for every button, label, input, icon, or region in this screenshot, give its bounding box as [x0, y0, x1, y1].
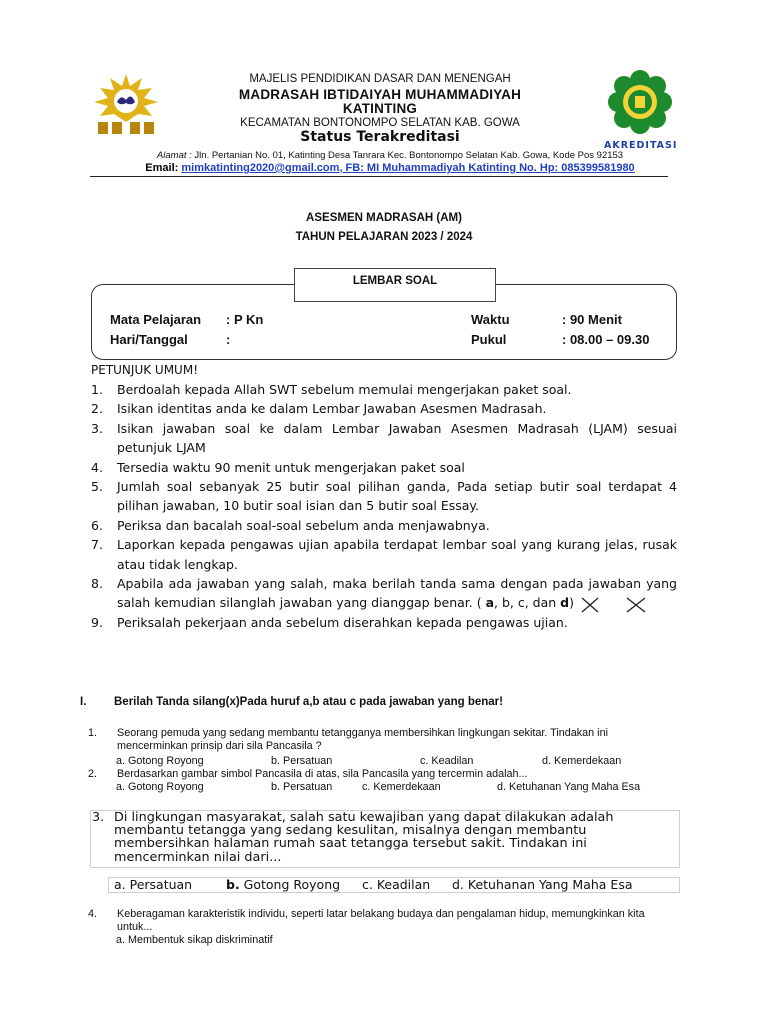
address-text: Jln. Pertanian No. 01, Katinting Desa Tanrara Kec. Bontonompo Selatan Kab. Gowa, Kode Pos 92153 — [191, 150, 624, 161]
school-name: MADRASAH IBTIDAIYAH MUHAMMADIYAH — [238, 87, 522, 102]
item-number: 2. — [91, 401, 103, 417]
item-number: 6. — [91, 517, 103, 533]
item-text: Periksa dan bacalah soal-soal sebelum anda menjawabnya. — [117, 517, 490, 533]
header-district: KECAMATAN BONTONOMPO SELATAN KAB. GOWA — [240, 117, 520, 129]
option-b[interactable]: b. Persatuan — [271, 781, 333, 793]
question-number: 4. — [88, 908, 98, 920]
waktu-label: Waktu — [471, 312, 510, 327]
item-number: 7. — [91, 537, 103, 553]
mapel-label: Mata Pelajaran — [110, 312, 202, 327]
list-item — [91, 458, 677, 477]
question-number: 2. — [88, 768, 98, 780]
school-address — [80, 150, 700, 161]
option-c[interactable]: c. Keadilan — [420, 755, 474, 767]
mapel-value: : P Kn — [226, 312, 264, 327]
list-item — [91, 477, 677, 516]
madrasah-emblem-icon — [602, 70, 678, 136]
item-text-part: ) — [569, 595, 574, 611]
option-b-letter: b. — [226, 877, 240, 892]
email-link[interactable]: mimkatinting2020@gmail.com — [181, 162, 340, 174]
option-c[interactable]: c. Kemerdekaan — [362, 781, 441, 793]
exam-title: ASESMEN MADRASAH (AM) — [306, 212, 462, 224]
option-b-text: Gotong Royong — [239, 877, 341, 892]
question-1-options — [0, 755, 768, 769]
waktu-value: : 90 Menit — [562, 312, 622, 327]
email-label: Email: — [145, 162, 182, 174]
question-text: Seorang pemuda yang sedang membantu tetangganya membersihkan lingkungan sekitar. Tindakan ini mencerminkan prinsip dari sila Pancasila ? — [117, 727, 608, 752]
option-d[interactable]: d. Ketuhanan Yang Maha Esa — [497, 781, 641, 793]
item-number: 9. — [91, 614, 103, 630]
option-d[interactable]: d. Ketuhanan Yang Maha Esa — [452, 877, 633, 892]
header-line-1: MAJELIS PENDIDIKAN DASAR DAN MENENGAH — [249, 73, 511, 85]
question-text: Berdasarkan gambar simbol Pancasila di atas, sila Pancasila yang tercermin adalah... — [117, 768, 528, 780]
cross-mark-icon — [580, 596, 600, 614]
question-1 — [88, 727, 678, 753]
list-item — [91, 516, 677, 535]
list-item — [91, 613, 677, 632]
item-text: Tersedia waktu 90 menit untuk mengerjakan paket soal — [117, 459, 465, 475]
question-3 — [92, 811, 676, 864]
question-2 — [88, 768, 678, 781]
question-4 — [88, 908, 678, 934]
item-number: 4. — [91, 459, 103, 475]
item-text: Jumlah soal sebanyak 25 butir soal pilihan ganda, Pada setiap butir soal terdapat 4 pilihan jawaban, 10 butir soal isian dan 5 butir soal Essay. — [117, 479, 677, 514]
option-d[interactable]: d. Kemerdekaan — [542, 755, 622, 767]
pukul-label: Pukul — [471, 332, 507, 347]
item-text: Periksalah pekerjaan anda sebelum diserahkan kepada pengawas ujian. — [117, 614, 568, 630]
list-item — [91, 380, 677, 399]
bold-letter-d: d — [560, 595, 570, 611]
list-item — [91, 399, 677, 418]
exam-year: TAHUN PELAJARAN 2023 / 2024 — [295, 231, 473, 243]
section-number: I. — [80, 696, 87, 708]
hari-value: : — [226, 332, 231, 347]
option-a[interactable]: a. Gotong Royong — [116, 781, 204, 793]
item-number: 3. — [91, 420, 103, 436]
item-text-part: , b, c, dan — [494, 595, 561, 611]
list-item — [91, 419, 677, 458]
muhammadiyah-logo-icon — [90, 72, 162, 138]
question-text: Di lingkungan masyarakat, salah satu kewajiban yang dapat dilakukan adalah membantu tetangga yang sedang kesulitan, misalnya dengan membantu membersihkan halaman rumah saat tetangga tersebut sakit. Tindakan ini mencerminkan nilai dari... — [114, 810, 614, 865]
question-text: Keberagaman karakteristik individu, seperti latar belakang budaya dan pengalaman hidup, memungkinkan kita untuk... — [117, 908, 645, 933]
item-text: Isikan identitas anda ke dalam Lembar Jawaban Asesmen Madrasah. — [117, 401, 547, 417]
item-text: Berdoalah kepada Allah SWT sebelum memulai mengerjakan paket soal. — [117, 382, 572, 397]
pukul-value: : 08.00 – 09.30 — [562, 332, 650, 347]
question-number: 3. — [92, 810, 105, 825]
item-text-part: Apabila ada jawaban yang salah, maka berilah tanda sama dengan pada jawaban yang salah kemudian silanglah jawaban yang dianggap benar. ( — [117, 576, 677, 611]
option-a[interactable]: a. Membentuk sikap diskriminatif — [116, 934, 273, 946]
section-heading — [80, 696, 503, 708]
option-a[interactable]: a. Gotong Royong — [116, 755, 204, 767]
question-number: 1. — [88, 727, 98, 739]
list-item — [91, 535, 677, 574]
accreditation-status: Status Terakreditasi — [300, 129, 460, 145]
item-number: 5. — [91, 479, 103, 495]
item-text: Isikan jawaban soal ke dalam Lembar Jawaban Asesmen Madrasah (LJAM) sesuai petunjuk LJAM — [117, 420, 677, 456]
hari-label: Hari/Tanggal — [110, 332, 188, 347]
header-divider — [90, 176, 668, 177]
contact-line — [80, 162, 700, 174]
question-2-options — [0, 781, 768, 795]
item-text: Laporkan kepada pengawas ujian apabila terdapat lembar soal yang kurang jelas, rusak atau tidak lengkap. — [117, 537, 677, 572]
contact-rest: , FB: MI Muhammadiyah Katinting No. Hp: 085399581980 — [339, 162, 635, 174]
bold-letter-a: a — [485, 595, 495, 611]
petunjuk-title: PETUNJUK UMUM! — [91, 363, 198, 377]
item-number: 1. — [91, 382, 103, 397]
option-b[interactable]: b. Persatuan — [271, 755, 333, 767]
lembar-soal-box: LEMBAR SOAL — [294, 268, 496, 302]
section-title: Berilah Tanda silang(x)Pada huruf a,b atau c pada jawaban yang benar! — [114, 696, 503, 708]
cross-mark-icon — [625, 596, 647, 614]
address-label: Alamat : — [156, 150, 192, 161]
option-c[interactable]: c. Keadilan — [362, 877, 431, 892]
petunjuk-list — [91, 380, 677, 632]
akreditasi-label: AKREDITASI — [604, 140, 678, 151]
option-a[interactable]: a. Persatuan — [114, 877, 193, 892]
option-b[interactable] — [226, 877, 340, 892]
school-name-2: KATINTING — [342, 101, 418, 116]
item-number: 8. — [91, 576, 103, 592]
